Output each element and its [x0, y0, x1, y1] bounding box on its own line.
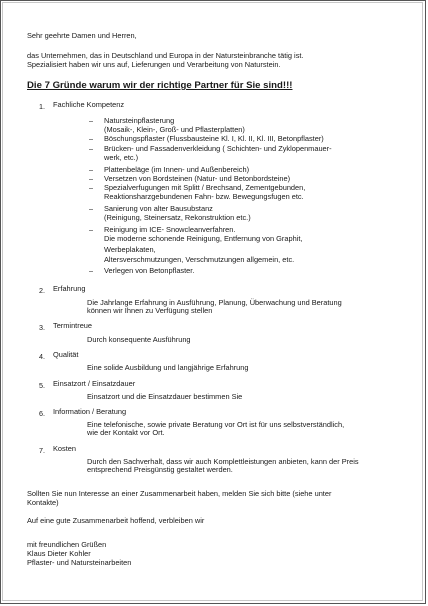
bullet-marker: –: [89, 183, 93, 192]
bullet-line: Spezialverfugungen mit Splitt / Brechsand, Zementgebunden,: [104, 183, 306, 192]
section-title: Einsatzort / Einsatzdauer: [53, 379, 136, 388]
intro-line-2: Spezialisiert haben wir uns auf, Lieferungen und Verarbeitung von Naturstein.: [27, 60, 281, 69]
section-number: 1.: [39, 102, 45, 111]
signature-company: Pflaster- und Natursteinarbeiten: [27, 558, 132, 567]
section-body: Einsatzort und die Einsatzdauer bestimmen Sie: [87, 392, 243, 401]
bullet-marker: –: [89, 204, 93, 213]
bullet-marker: –: [89, 134, 93, 143]
bullet-line: Verlegen von Betonpflaster.: [104, 266, 195, 275]
bullet-line: Versetzen von Bordsteinen (Natur- und Betonbordsteine): [104, 174, 291, 183]
section-body: entsprechend Preisgünstig gestaltet werden.: [87, 465, 233, 474]
bullet-line: Reinigung im ICE- Snowcleanverfahren.: [104, 225, 236, 234]
salutation: Sehr geehrte Damen und Herren,: [27, 31, 137, 40]
section-body: Eine solide Ausbildung und langjährige Erfahrung: [87, 363, 249, 372]
bullet-line: werk, etc.): [104, 153, 139, 162]
section-title: Information / Beratung: [53, 407, 127, 416]
section-number: 6.: [39, 409, 45, 418]
bullet-line: Reaktionsharzgebundenen Fahn- bzw. Bewegungsfugen etc.: [104, 192, 304, 201]
section-body: wie der Kontakt vor Ort.: [87, 428, 165, 437]
section-body: Eine telefonische, sowie private Beratung vor Ort ist für uns selbstverständlich,: [87, 420, 345, 429]
bullet-marker: –: [89, 225, 93, 234]
bullet-line: Die moderne schonende Reinigung, Entfernung von Graphit,: [104, 234, 303, 243]
bullet-line: Sanierung von alter Bausubstanz: [104, 204, 213, 213]
section-body: Die Jahrlange Erfahrung in Ausführung, Planung, Überwachung und Beratung: [87, 298, 342, 307]
section-number: 4.: [39, 352, 45, 361]
bullet-marker: –: [89, 116, 93, 125]
bullet-line: Altersverschmutzungen, Verschmutzungen allgemein, etc.: [104, 255, 295, 264]
closing-line-2: Kontakte): [27, 498, 59, 507]
section-body: können wir Ihnen zu Verfügung stellen: [87, 306, 213, 315]
bullet-line: Werbeplakaten,: [104, 245, 156, 254]
section-body: Durch konsequente Ausführung: [87, 335, 191, 344]
section-title: Kosten: [53, 444, 77, 453]
bullet-line: Böschungspflaster (Flussbausteine Kl. I, Kl. II, Kl. III, Betonpflaster): [104, 134, 324, 143]
bullet-line: Plattenbeläge (im Innen- und Außenbereich): [104, 165, 250, 174]
closing-hope: Auf eine gute Zusammenarbeit hoffend, verbleiben wir: [27, 516, 205, 525]
bullet-line: Natursteinpflasterung: [104, 116, 175, 125]
bullet-marker: –: [89, 266, 93, 275]
bullet-marker: –: [89, 165, 93, 174]
section-number: 5.: [39, 381, 45, 390]
section-number: 2.: [39, 286, 45, 295]
section-title: Qualität: [53, 350, 79, 359]
bullet-marker: –: [89, 174, 93, 183]
signature-greeting: mit freundlichen Grüßen: [27, 540, 107, 549]
section-title: Erfahrung: [53, 284, 86, 293]
section-number: 7.: [39, 446, 45, 455]
closing-line-1: Sollten Sie nun Interesse an einer Zusammenarbeit haben, melden Sie sich bitte (siehe unter: [27, 489, 332, 498]
bullet-line: (Reinigung, Steinersatz, Rekonstruktion etc.): [104, 213, 251, 222]
bullet-line: (Mosaik-, Klein-, Groß- und Pflasterplatten): [104, 125, 245, 134]
bullet-line: Brücken- und Fassadenverkleidung ( Schichten- und Zyklopenmauer-: [104, 144, 332, 153]
section-title: Termintreue: [53, 321, 93, 330]
main-heading: Die 7 Gründe warum wir der richtige Partner für Sie sind!!!: [27, 80, 293, 91]
section-title: Fachliche Kompetenz: [53, 100, 125, 109]
signature-name: Klaus Dieter Kohler: [27, 549, 91, 558]
bullet-marker: –: [89, 144, 93, 153]
intro-line-1: das Unternehmen, das in Deutschland und Europa in der Natursteinbranche tätig ist.: [27, 51, 304, 60]
section-body: Durch den Sachverhalt, dass wir auch Komplettleistungen anbieten, kann der Preis: [87, 457, 359, 466]
section-number: 3.: [39, 323, 45, 332]
